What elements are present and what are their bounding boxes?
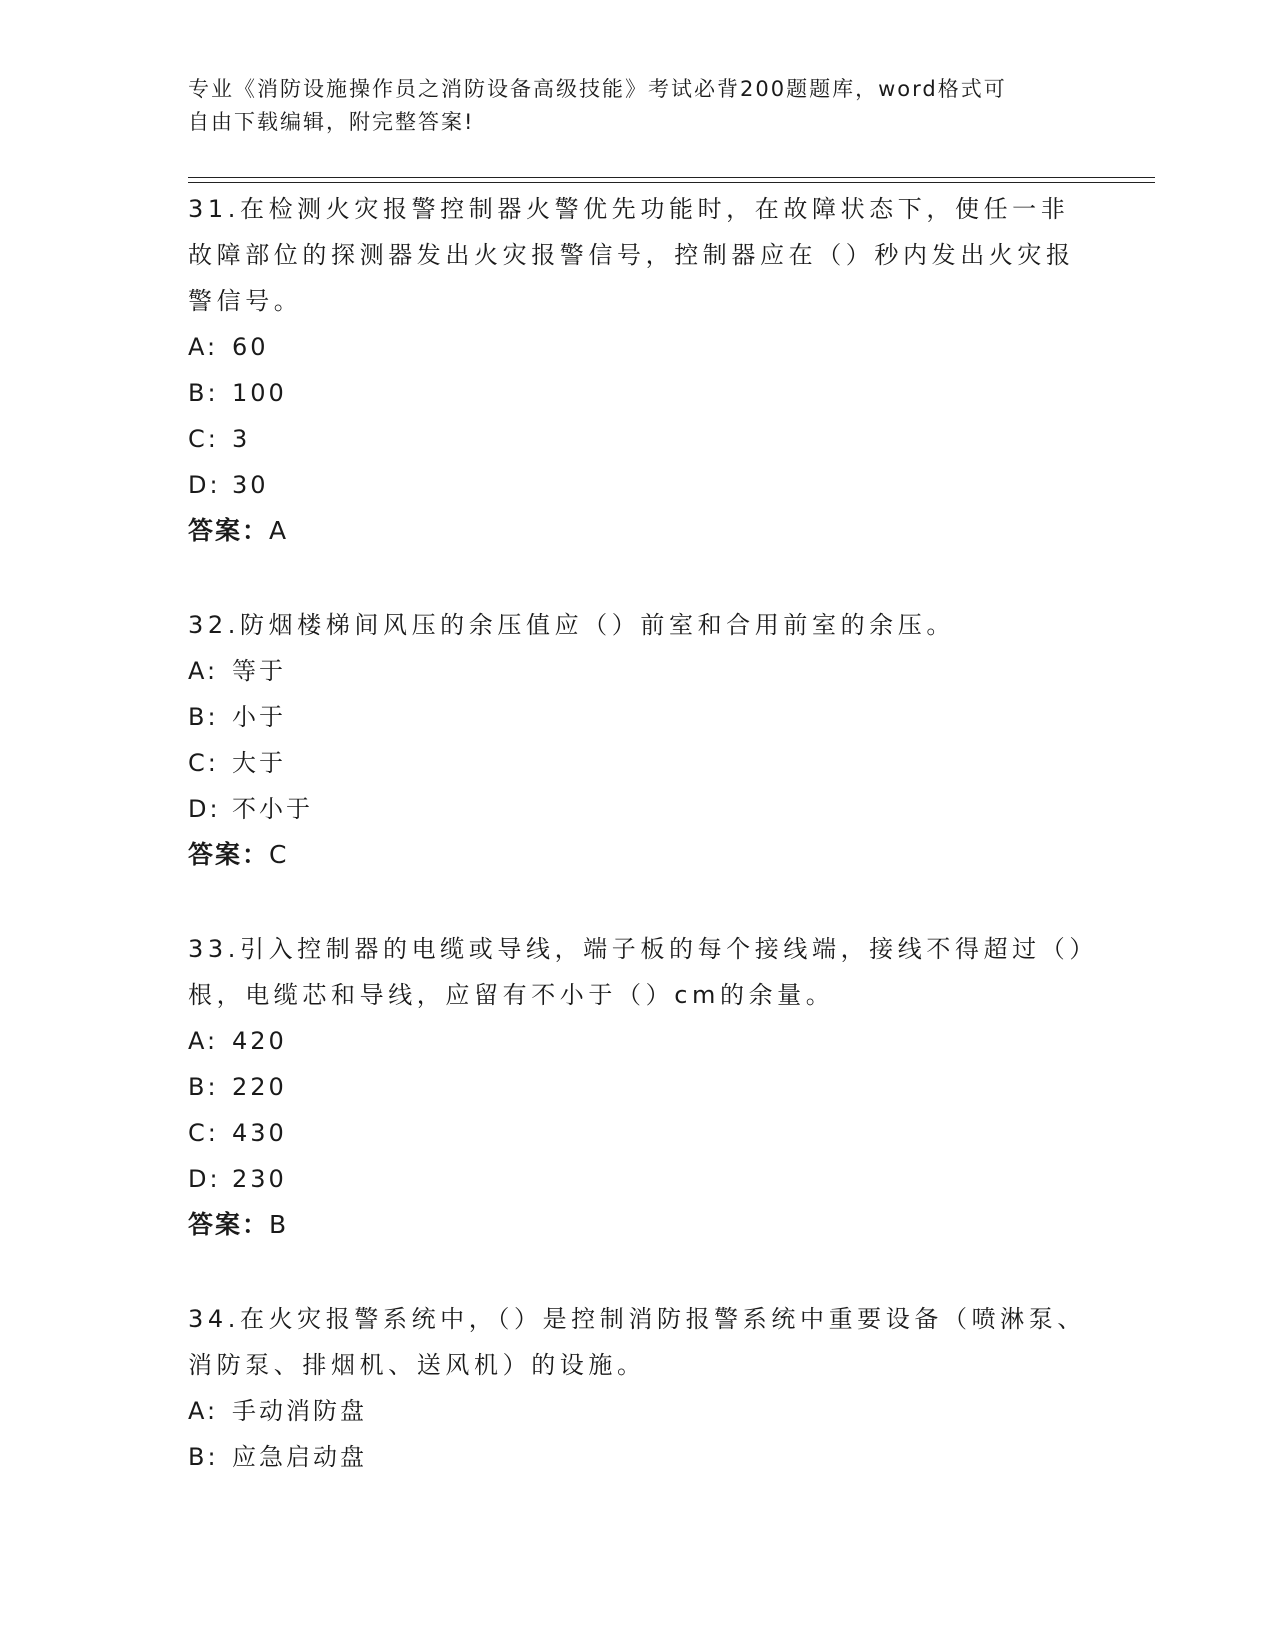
option-text: 100 xyxy=(232,379,287,407)
question-text: 33.引入控制器的电缆或导线，端子板的每个接线端，接线不得超过（）根，电缆芯和导线，应留有不小于（）cm的余量。 xyxy=(188,935,1086,1009)
answer-value: A xyxy=(269,516,289,545)
option-a xyxy=(188,324,1088,370)
option-letter: A: xyxy=(188,333,219,361)
option-text: 3 xyxy=(232,425,251,453)
option-c xyxy=(188,1110,1088,1156)
answer-line xyxy=(188,1202,1088,1248)
option-a xyxy=(188,648,1088,694)
option-text: 220 xyxy=(232,1073,287,1101)
answer-line xyxy=(188,832,1088,878)
option-d xyxy=(188,786,1088,832)
answer-label: 答案： xyxy=(188,840,270,869)
header-line-2: 自由下载编辑，附完整答案! xyxy=(188,110,475,134)
question-32 xyxy=(188,602,1088,878)
option-letter: A: xyxy=(188,1027,219,1055)
header-divider-top xyxy=(188,177,1155,178)
option-b xyxy=(188,694,1088,740)
question-list xyxy=(188,186,1088,1528)
answer-value: B xyxy=(269,1210,289,1239)
question-text: 31.在检测火灾报警控制器火警优先功能时，在故障状态下，使任一非故障部位的探测器发出火灾报警信号，控制器应在（）秒内发出火灾报警信号。 xyxy=(188,195,1075,315)
header-divider-bottom xyxy=(188,182,1155,183)
option-b xyxy=(188,1434,1088,1480)
option-letter: C: xyxy=(188,1119,219,1147)
option-text: 手动消防盘 xyxy=(232,1397,367,1425)
option-letter: D: xyxy=(188,471,221,499)
answer-label: 答案： xyxy=(188,1210,270,1239)
option-letter: D: xyxy=(188,1165,221,1193)
option-text: 大于 xyxy=(232,749,286,777)
option-a xyxy=(188,1388,1088,1434)
option-text: 420 xyxy=(232,1027,287,1055)
option-text: 等于 xyxy=(232,657,286,685)
answer-label: 答案： xyxy=(188,516,270,545)
answer-value: C xyxy=(269,840,289,869)
option-letter: A: xyxy=(188,1397,219,1425)
option-c xyxy=(188,740,1088,786)
option-d xyxy=(188,462,1088,508)
option-text: 230 xyxy=(232,1165,287,1193)
option-text: 30 xyxy=(232,471,269,499)
option-text: 小于 xyxy=(232,703,286,731)
option-letter: B: xyxy=(188,1073,219,1101)
option-text: 不小于 xyxy=(232,795,313,823)
question-34 xyxy=(188,1296,1088,1480)
question-text: 32.防烟楼梯间风压的余压值应（）前室和合用前室的余压。 xyxy=(188,611,955,639)
option-text: 应急启动盘 xyxy=(232,1443,367,1471)
option-c xyxy=(188,416,1088,462)
option-a xyxy=(188,1018,1088,1064)
question-31 xyxy=(188,186,1088,554)
answer-line xyxy=(188,508,1088,554)
option-b xyxy=(188,370,1088,416)
question-33 xyxy=(188,926,1088,1248)
option-letter: A: xyxy=(188,657,219,685)
header-line-1: 专业《消防设施操作员之消防设备高级技能》考试必背200题题库，word格式可 xyxy=(188,77,1007,101)
option-b xyxy=(188,1064,1088,1110)
option-letter: C: xyxy=(188,749,219,777)
option-letter: B: xyxy=(188,703,219,731)
option-letter: C: xyxy=(188,425,219,453)
option-letter: D: xyxy=(188,795,221,823)
option-letter: B: xyxy=(188,379,219,407)
question-text: 34.在火灾报警系统中，（）是控制消防报警系统中重要设备（喷淋泵、消防泵、排烟机、送风机）的设施。 xyxy=(188,1305,1086,1379)
option-text: 430 xyxy=(232,1119,287,1147)
option-d xyxy=(188,1156,1088,1202)
document-header xyxy=(188,73,1088,139)
option-text: 60 xyxy=(232,333,269,361)
option-letter: B: xyxy=(188,1443,219,1471)
